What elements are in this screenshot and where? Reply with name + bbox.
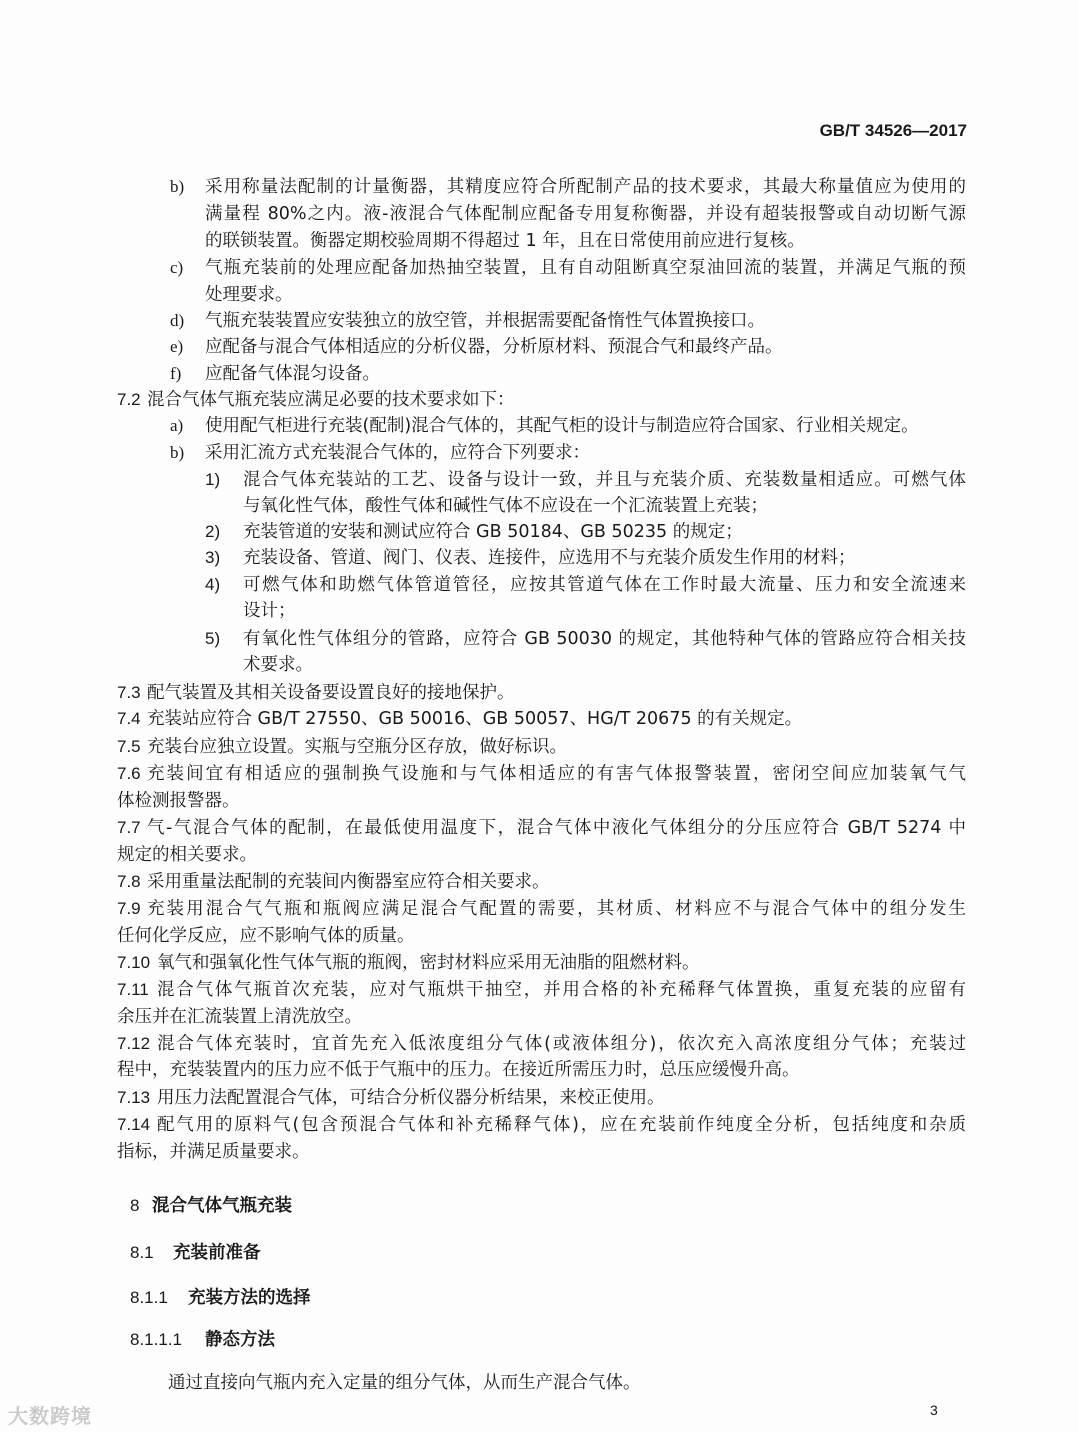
section-number: 8.1.1 — [130, 1288, 168, 1307]
clause-text-line: 混合气体充装站的工艺、设备与设计一致，并且与充装介质、充装数量相适应。可燃气体 — [243, 470, 966, 490]
clause-number: b) — [170, 443, 185, 462]
clause-text-line: 有氧化性气体组分的管路，应符合 GB 50030 的规定，其他特种气体的管路应符合相关技 — [243, 629, 966, 649]
clause-text-line: 充装管道的安装和测试应符合 GB 50184、GB 50235 的规定； — [243, 522, 743, 542]
section-title: 充装前准备 — [173, 1243, 261, 1263]
clause-text-line: 体检测报警器。 — [117, 791, 240, 811]
clause-number: 7.2 — [117, 390, 141, 409]
clause-text-line: 充装台应独立设置。实瓶与空瓶分区存放，做好标识。 — [147, 737, 567, 757]
clause-text-line: 应配备气体混匀设备。 — [205, 364, 380, 384]
clause-number: 7.9 — [117, 899, 141, 918]
clause-number: 7.3 — [117, 683, 141, 702]
clause-text-line: 术要求。 — [243, 655, 313, 675]
section-number: 8.1 — [130, 1243, 154, 1262]
clause-number: 7.8 — [117, 872, 141, 891]
clause-number: 7.5 — [117, 737, 141, 756]
clause-text-line: 与氧化性气体，酸性气体和碱性气体不应设在一个汇流装置上充装； — [243, 496, 768, 516]
clause-number: 3) — [205, 548, 221, 567]
clause-text-line: 混合气体气瓶充装应满足必要的技术要求如下： — [147, 390, 515, 410]
section-number: 8 — [130, 1196, 140, 1215]
section-title: 充装方法的选择 — [188, 1288, 311, 1308]
clause-number: 7.14 — [117, 1115, 151, 1134]
clause-text-line: 应配备与混合气体相适应的分析仪器，分析原材料、预混合气和最终产品。 — [205, 337, 783, 357]
clause-number: b) — [170, 177, 185, 196]
clause-text-line: 规定的相关要求。 — [117, 845, 257, 865]
standard-number: GB/T 34526—2017 — [819, 121, 967, 140]
clause-text-line: 充装间宜有相适应的强制换气设施和与气体相适应的有害气体报警装置，密闭空间应加装氧气气 — [147, 764, 966, 784]
clause-text-line: 配气用的原料气(包含预混合气体和补充稀释气体)，应在充装前作纯度全分析，包括纯度和杂质 — [157, 1115, 966, 1135]
clause-number: a) — [170, 416, 184, 435]
clause-text-line: 可燃气体和助燃气体管道管径，应按其管道气体在工作时最大流量、压力和安全流速来 — [243, 575, 966, 595]
clause-text-line: 气瓶充装前的处理应配备加热抽空装置，且有自动阻断真空泵油回流的装置，并满足气瓶的预 — [205, 258, 966, 278]
clause-text-line: 气瓶充装装置应安装独立的放空管，并根据需要配备惰性气体置换接口。 — [205, 311, 765, 331]
clause-text-line: 采用称量法配制的计量衡器，其精度应符合所配制产品的技术要求，其最大称量值应为使用的 — [205, 177, 966, 197]
watermark-logo: 大数跨境 — [8, 1404, 92, 1428]
clause-text-line: 用压力法配置混合气体，可结合分析仪器分析结果，来校正使用。 — [157, 1088, 665, 1108]
clause-text-line: 余压并在汇流装置上清洗放空。 — [117, 1007, 362, 1027]
body-paragraph: 通过直接向气瓶内充入定量的组分气体，从而生产混合气体。 — [168, 1373, 641, 1393]
clause-number: 7.10 — [117, 953, 151, 972]
clause-text-line: 充装站应符合 GB/T 27550、GB 50016、GB 50057、HG/T 20675 的有关规定。 — [147, 709, 803, 729]
clause-number: d) — [170, 311, 185, 330]
clause-text-line: 氧气和强氧化性气体气瓶的瓶阀，密封材料应采用无油脂的阻燃材料。 — [157, 953, 700, 973]
clause-text-line: 采用汇流方式充装混合气体的，应符合下列要求： — [205, 443, 590, 463]
clause-text-line: 任何化学反应，应不影响气体的质量。 — [117, 926, 415, 946]
clause-number: 7.6 — [117, 764, 141, 783]
clause-text-line: 采用重量法配制的充装间内衡器室应符合相关要求。 — [147, 872, 550, 892]
section-title: 静态方法 — [205, 1330, 275, 1350]
clause-text-line: 混合气体充装时，宜首先充入低浓度组分气体(或液体组分)，依次充入高浓度组分气体；充装过 — [157, 1034, 966, 1054]
clause-number: 2) — [205, 522, 221, 541]
clause-number: 1) — [205, 470, 221, 489]
clause-number: 7.12 — [117, 1034, 151, 1053]
clause-text-line: 气-气混合气体的配制，在最低使用温度下，混合气体中液化气体组分的分压应符合 GB/T 5274 中 — [147, 818, 966, 838]
clause-number: 7.11 — [117, 980, 149, 999]
clause-text-line: 使用配气柜进行充装(配制)混合气体的，其配气柜的设计与制造应符合国家、行业相关规定。 — [205, 416, 919, 436]
clause-text-line: 充装用混合气气瓶和瓶阀应满足混合气配置的需要，其材质、材料应不与混合气体中的组分发生 — [147, 899, 966, 919]
clause-text-line: 混合气体气瓶首次充装，应对气瓶烘干抽空，并用合格的补充稀释气体置换，重复充装的应留有 — [157, 980, 966, 1000]
clause-text-line: 处理要求。 — [205, 285, 293, 305]
clause-text-line: 程中，充装装置内的压力应不低于气瓶中的压力。在接近所需压力时，总压应缓慢升高。 — [117, 1060, 800, 1080]
clause-text-line: 配气装置及其相关设备要设置良好的接地保护。 — [147, 683, 515, 703]
clause-text-line: 设计； — [243, 601, 296, 621]
clause-number: c) — [170, 258, 184, 277]
clause-text-line: 充装设备、管道、阀门、仪表、连接件，应选用不与充装介质发生作用的材料； — [243, 548, 856, 568]
clause-number: 4) — [205, 575, 221, 594]
clause-number: e) — [170, 337, 184, 356]
clause-text-line: 的联锁装置。衡器定期校验周期不得超过 1 年，且在日常使用前应进行复核。 — [205, 231, 805, 251]
clause-number: f) — [170, 364, 182, 383]
clause-number: 5) — [205, 629, 221, 648]
section-title: 混合气体气瓶充装 — [152, 1196, 292, 1216]
clause-number: 7.4 — [117, 709, 141, 728]
section-number: 8.1.1.1 — [130, 1330, 182, 1349]
clause-number: 7.13 — [117, 1088, 151, 1107]
clause-text-line: 满量程 80%之内。液-液混合气体配制应配备专用复称衡器，并设有超装报警或自动切断气源 — [205, 204, 966, 224]
clause-number: 7.7 — [117, 818, 141, 837]
page-number: 3 — [930, 1402, 938, 1418]
clause-text-line: 指标，并满足质量要求。 — [117, 1142, 310, 1162]
